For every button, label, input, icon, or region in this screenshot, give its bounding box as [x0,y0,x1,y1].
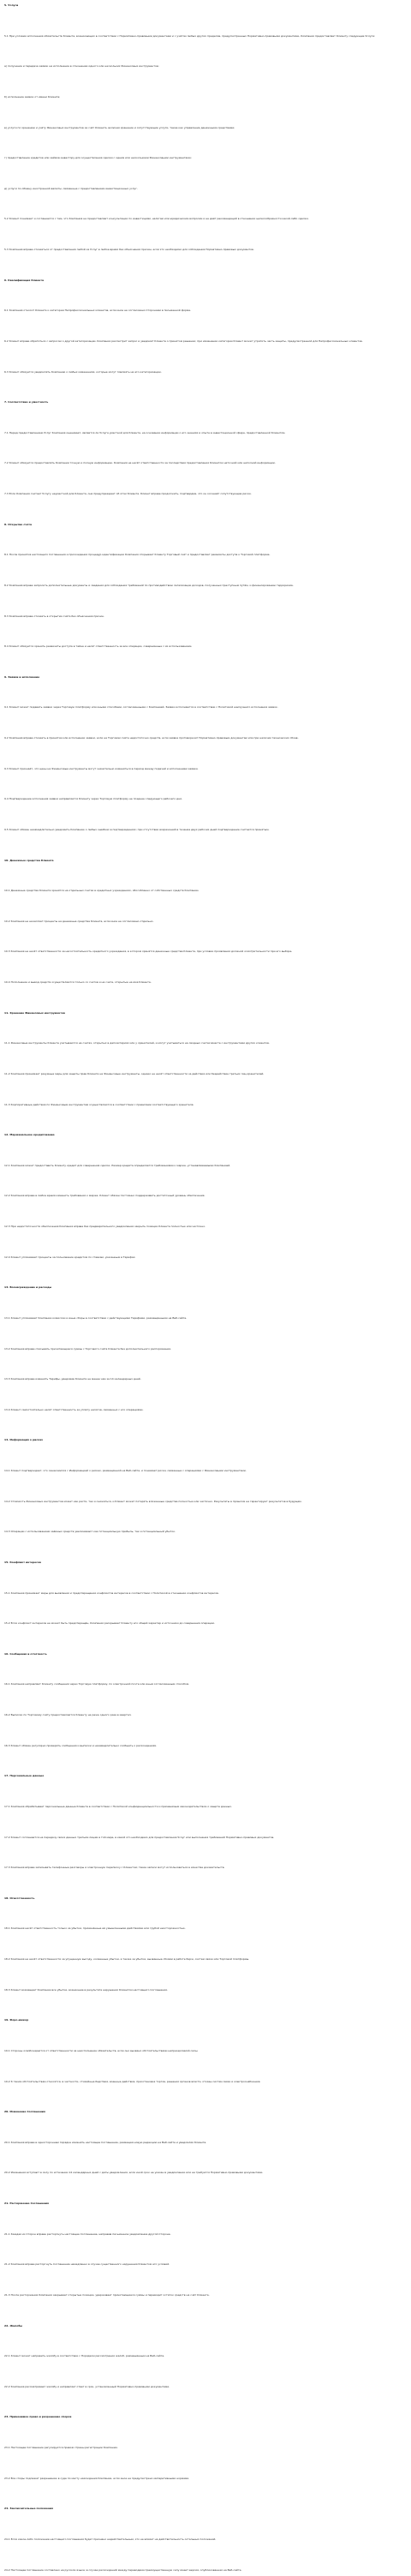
clause-paragraph: б) исполнение заявок от имени Клиента; [4,94,61,99]
clause-paragraph: 16.2 Выписки по Торговому счёту предоставляются Клиенту не реже одного раза в квартал. [4,1713,132,1716]
section-heading: 6. Квалификация Клиента [4,278,45,282]
clause-paragraph: 7.1 Перед предоставлением Услуг Компания оценивает, является ли Услуга уместной для Клиента, на основании информации о его знаниях и опыте в инвестиционной сфере, предоставленной Клиентом. [4,430,286,434]
clause-paragraph: 9.4 Подтверждение исполнения заявки направляется Клиенту через Торговую платформу не позднее следующего рабочего дня. [4,797,182,801]
section-heading: 11. Хранение Финансовых инструментов [4,1010,65,1015]
clause-paragraph: 10.1 Денежные средства Клиента хранятся на отдельных счетах в кредитных учреждениях, обособленно от собственных средств Компании. [4,889,200,893]
clause-paragraph: 16.3 Клиент обязан регулярно проверять сообщения и выписки и незамедлительно сообщать о расхождениях. [4,1743,158,1747]
section-heading: 8. Открытие счёта [4,522,33,526]
section-heading: 12. Маржинальное кредитование [4,1133,55,1137]
clause-paragraph: 11.2 Компания принимает разумные меры для защиты прав Клиента на Финансовые инструменты, однако не несёт ответственности за действия или бездействие третьих лиц-хранителей. [4,1071,265,1075]
section-heading: 13. Вознаграждение и расходы [4,1285,52,1290]
clause-paragraph: 15.2 Если конфликт интересов не может быть предотвращён, Компания раскрывает Клиенту его общий характер и источники до совершения операции. [4,1621,215,1626]
clause-paragraph: 8.1 После принятия настоящего Соглашения и прохождения процедур идентификации Компания открывает Клиенту Торговый счёт и предоставляет реквизиты доступа к Торговой платформе. [4,553,271,557]
clause-paragraph: 20.1 Компания вправе в одностороннем порядке изменять настоящее Соглашение, размещая новую редакцию на Веб-сайте и уведомляя Клиента. [4,2140,207,2144]
clause-paragraph: 21.1 Каждая из Сторон вправе расторгнуть настоящее Соглашение, направив письменное уведомление другой Стороне. [4,2232,171,2236]
clause-paragraph: 9.1 Клиент может подавать заявки через Торговую платформу или иными способами, согласованными с Компанией. Заявки исполняются в соответствии с Политикой наилучшего исполнения заявок. [4,705,278,710]
clause-paragraph: 15.1 Компания принимает меры для выявления и предотвращения конфликтов интересов в соответствии с Политикой в отношении конфликтов интересов. [4,1591,219,1595]
clause-paragraph: 12.1 Компания может предоставить Клиенту кредит для совершения сделок. Размер кредита определяется требованиями к марже, устанавливаемыми Компанией. [4,1163,231,1167]
clause-paragraph: 23.2 Все споры подлежат разрешению в суде по месту нахождения Компании, если иное не предусмотрено императивными нормами. [4,2476,190,2480]
section-heading: 7. Соответствие и уместность [4,400,49,404]
clause-paragraph: 10.4 Пополнение и вывод средств осуществляются только со счетов и на счета, открытые на имя Клиента. [4,980,152,984]
section-heading: 18. Ответственность [4,1896,35,1900]
clause-paragraph: 22.1 Клиент может направить жалобу в соответствии с Порядком рассмотрения жалоб, размещённым на Веб-сайте. [4,2354,165,2358]
clause-paragraph: д) услуги по обмену иностранной валюты, связанные с предоставлением инвестиционных услуг. [4,186,138,190]
clause-paragraph: 14.1 Клиент подтверждает, что ознакомился с Информацией о рисках, размещённой на Веб-сайте, и понимает риски, связанные с операциями с Финансовыми инструментами. [4,1469,247,1472]
clause-paragraph: 13.4 Клиент самостоятельно несёт ответственность за уплату налогов, связанных с его операциями. [4,1407,144,1411]
section-heading: 15. Конфликт интересов [4,1560,41,1564]
clause-paragraph: а) получение и передача заявок на исполнение в отношении одного или нескольких Финансовых инструментов; [4,64,159,69]
clause-paragraph: 17.3 Компания вправе записывать телефонные разговоры и электронную переписку с Клиентом; такие записи могут использоваться в качестве доказательств. [4,1866,225,1870]
clause-paragraph: 12.2 Компания вправе в любое время изменить требования к марже. Клиент обязан постоянно поддерживать достаточный уровень обеспечения. [4,1194,206,1198]
clause-paragraph: 8.3 Компания вправе отказать в открытии счёта без объяснения причин. [4,614,104,618]
clause-paragraph: 24.2 Настоящее Соглашение составлено на русском языке; в случае расхождений между переводами преимущественную силу имеет версия, опубликованная на Веб-сайте. [4,2567,242,2572]
clause-paragraph: 12.3 При недостаточности обеспечения Компания вправе без предварительного уведомления закрыть позиции Клиента полностью или частично. [4,1225,206,1228]
clause-paragraph: 14.3 Операции с использованием заёмных средств увеличивают как потенциальную прибыль, так и потенциальный убыток. [4,1530,176,1534]
clause-paragraph: 24.1 Если какое-либо положение настоящего Соглашения будет признано недействительным, это не влияет на действительность остальных положений. [4,2537,217,2541]
section-heading: 10. Денежные средства Клиента [4,858,54,862]
clause-paragraph: 18.2 Компания не несёт ответственности за упущенную выгоду, косвенные убытки, а также за убытки, вызванные сбоями в работе бирж, систем связи или Торговой платформы. [4,1957,250,1961]
clause-paragraph: 11.3 Корпоративные действия по Финансовым инструментам осуществляются в соответствии с правилами соответствующего хранителя. [4,1102,194,1106]
clause-paragraph: 5.2 Клиент понимает и соглашается с тем, что Компания не предоставляет консультации по инвестициям, налогам или юридическим вопросам и не даёт рекомендаций в отношении целесообразности какой-либо сделки. [4,217,309,221]
clause-paragraph: 19.2 К таким обстоятельствам относятся, в частности, стихийные бедствия, военные действия, приостановка торгов, решения органов власти, отказы систем связи и электроснабжения. [4,2079,261,2083]
clause-paragraph: 17.2 Клиент соглашается на передачу своих данных третьим лицам в той мере, в какой это необходимо для предоставления Услуг или выполнения требований Нормативно-правовых документов. [4,1835,275,1839]
section-heading: 20. Изменение Соглашения [4,2110,45,2114]
clause-paragraph: 13.1 Клиент уплачивает Компании комиссии и иные сборы в соответствии с действующими Тарифами, размещёнными на Веб-сайте. [4,1315,188,1320]
clause-paragraph: 18.1 Компания несёт ответственность только за убытки, причинённые её умышленными действиями или грубой неосторожностью. [4,1926,186,1931]
section-heading: 24. Заключительные положения [4,2507,54,2511]
clause-paragraph: 9.3 Клиент признаёт, что цены на Финансовые инструменты могут значительно изменяться в период между подачей и исполнением заявки. [4,766,199,770]
clause-paragraph: 6.2 Клиент вправе обратиться с запросом о другой категоризации. Компания рассмотрит запрос и уведомит Клиента о принятом решении; при изменении категории Клиент может утратить часть защиты, предусмотренной для Непрофессиональных клиентов. [4,338,363,343]
clause-paragraph: 6.1 Компания относит Клиента к категории Непрофессиональных клиентов, если иное не согласовано Сторонами в письменной форме. [4,309,192,313]
clause-paragraph: 7.2 Клиент обязуется предоставлять Компании точную и полную информацию. Компания не несёт ответственности за последствия предоставления Клиентом неточной или неполной информации. [4,461,276,465]
section-heading: 16. Сообщения и отчётность [4,1651,47,1656]
clause-paragraph: 11.1 Финансовые инструменты Клиента учитываются на счетах, открытых в депозитариях или у хранителей, и могут учитываться на сводных счетах вместе с инструментами других клиентов. [4,1041,270,1045]
section-heading: 14. Информация о рисках [4,1438,44,1442]
clause-paragraph: 19.1 Стороны освобождаются от ответственности за неисполнение обязательств, если оно вызвано обстоятельствами непреодолимой силы. [4,2048,199,2052]
clause-paragraph: г) предоставление кредитов или займов инвестору для осуществления сделки с одним или несколькими Финансовыми инструментами; [4,156,192,160]
clause-paragraph: 14.2 Стоимость Финансовых инструментов может как расти, так и снижаться, и Клиент может потерять вложенные средства полностью или частично. Результаты в прошлом не гарантируют результатов в будущем. [4,1499,302,1503]
clause-paragraph: 9.5 Клиент обязан незамедлительно уведомить Компанию о любых ошибках в подтверждениях; при отсутствии возражений в течение двух рабочих дней подтверждение считается принятым. [4,827,270,831]
section-heading: 22. Жалобы [4,2323,23,2327]
clause-paragraph: 12.4 Клиент уплачивает проценты за пользование кредитом по ставкам, указанным в Тарифах. [4,1255,136,1259]
clause-paragraph: в) услуги по хранению и учёту Финансовых инструментов за счёт Клиента, включая хранение и сопутствующие услуги, такие как управление денежными средствами; [4,125,235,129]
clause-paragraph: 13.3 Компания вправе изменять Тарифы, уведомив Клиента не менее чем за 14 календарных дней. [4,1377,141,1381]
section-heading: 5. Услуги [4,3,19,7]
clause-paragraph: 13.2 Компания вправе списывать причитающиеся суммы с Торгового счёта Клиента без дополнительного распоряжения. [4,1346,172,1351]
section-heading: 17. Персональные данные [4,1774,45,1778]
clause-paragraph: 21.3 После расторжения Компания закрывает открытые позиции, удерживает причитающиеся суммы и переводит остаток средств на счёт Клиента. [4,2292,210,2297]
clause-paragraph: 23.1 Настоящее Соглашение регулируется правом страны регистрации Компании. [4,2446,118,2449]
clause-paragraph: 8.4 Клиент обязуется хранить реквизиты доступа в тайне и несёт ответственность за все операции, совершённые с их использованием. [4,644,193,649]
clause-paragraph: 5.1 При условии исполнения обязательств Клиента, возникающих в соответствии с Нормативно-правовыми документами и с учётом любых других пределов, предусмотренных Нормативно-правовыми документами, Компания предоставляет Клиенту следующие Услуги: [4,33,376,38]
clause-paragraph: 16.1 Компания направляет Клиенту сообщения через Торговую платформу, по электронной почте или иным согласованным способом. [4,1682,190,1686]
clause-paragraph: 10.3 Компания не несёт ответственности за несостоятельность кредитного учреждения, в котором хранятся денежные средства Клиента, при условии проявления должной осмотрительности при его выборе. [4,950,293,954]
section-heading: 21. Расторжение Соглашения [4,2202,49,2205]
clause-paragraph: 10.2 Компания не начисляет проценты на денежные средства Клиента, если иное не согласовано отдельно. [4,919,154,923]
clause-paragraph: 20.2 Изменения вступают в силу по истечении 14 календарных дней с даты уведомления, если иной срок не указан в уведомлении или не требуется Нормативно-правовыми документами. [4,2171,264,2175]
clause-paragraph: 5.3 Компания вправе отказаться от предоставления любой из Услуг в любое время без объяснения причин, если это необходимо для соблюдения Нормативно-правовых документов. [4,248,254,251]
clause-paragraph: 9.2 Компания вправе отказать в принятии или исполнении заявки, если на Торговом счёте недостаточно средств, если заявка противоречит Нормативно-правовым документам или при наличии технических сбоев. [4,736,299,740]
clause-paragraph: 6.3 Клиент обязуется уведомлять Компанию о любых изменениях, которые могут повлиять на его категоризацию. [4,369,162,374]
clause-paragraph: 7.3 Если Компания считает Услугу неуместной для Клиента, она предупреждает об этом Клиента. Клиент вправе продолжить, подтвердив, что он осознаёт сопутствующие риски. [4,492,252,495]
section-heading: 23. Применимое право и разрешение споров [4,2415,72,2419]
clause-paragraph: 21.2 Компания вправе расторгнуть Соглашение немедленно в случае существенного нарушения Клиентом его условий. [4,2262,170,2267]
section-heading: 19. Форс-мажор [4,2018,29,2022]
clause-paragraph: 8.2 Компания вправе запросить дополнительные документы и сведения для соблюдения требований по противодействию легализации доходов, полученных преступным путём, и финансированию терроризма. [4,583,294,587]
clause-paragraph: 18.3 Клиент возмещает Компании все убытки, возникшие в результате нарушения Клиентом настоящего Соглашения. [4,1987,168,1992]
section-heading: 9. Заявки и исполнение [4,674,40,679]
clause-paragraph: 17.1 Компания обрабатывает персональные данные Клиента в соответствии с Политикой конфиденциальности и применимым законодательством о защите данных. [4,1804,232,1808]
clause-paragraph: 22.2 Компания рассматривает жалобу и направляет ответ в срок, установленный Нормативно-правовыми документами. [4,2384,170,2388]
